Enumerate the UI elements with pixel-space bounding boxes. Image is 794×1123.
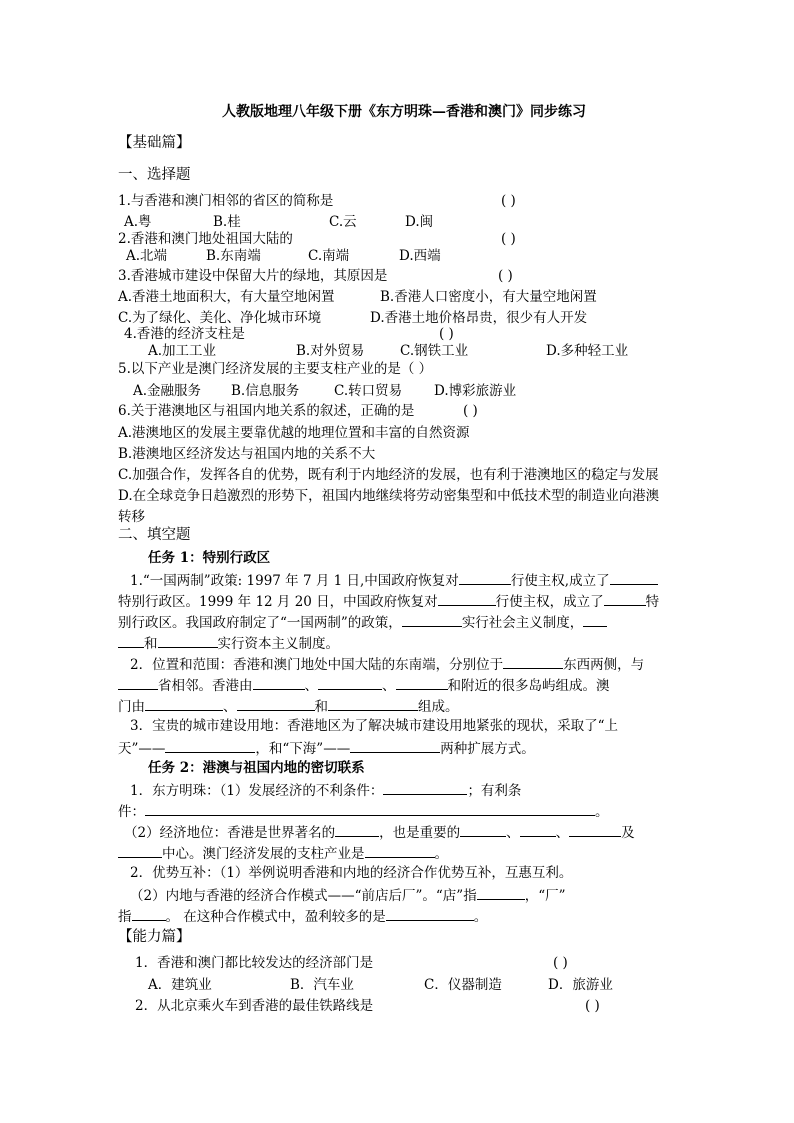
question-6-text: 6.关于港澳地区与祖国内地关系的叙述，正确的是 (118, 403, 415, 419)
blank (438, 591, 496, 606)
answer-paren: ( ) (585, 998, 600, 1014)
option-d: D．旅游业 (548, 977, 613, 993)
option-b: B.信息服务 (231, 383, 300, 399)
question-5-text: 5.以下产业是澳门经济发展的主要支柱产业的是（ ） (118, 361, 433, 377)
text: 行使主权，成立了 (495, 594, 604, 610)
answer-paren: ( ) (498, 268, 513, 284)
blank (165, 738, 255, 753)
text: 实行社会主义制度， (461, 615, 584, 631)
fill-1-line-1 (130, 570, 658, 590)
option-b: B.香港人口密度小，有大量空地闲置 (380, 289, 597, 305)
fill-3-line-1: 3．宝贵的城市建设用地：香港地区为了解决城市建设用地紧张的现状，采取了“上 (130, 718, 618, 734)
blank (583, 612, 607, 627)
blank (459, 570, 511, 585)
answer-paren: ( ) (553, 955, 568, 971)
text: 省相邻。香港由 (158, 678, 253, 694)
blank (383, 780, 467, 795)
fill-1-line-3 (118, 612, 607, 632)
blank (503, 654, 563, 669)
fill-4-line-4 (118, 843, 448, 863)
text: 两种扩展方式。 (440, 741, 535, 757)
task-1-heading: 任务 1：特别行政区 (148, 550, 271, 566)
option-b: B.对外贸易 (296, 343, 365, 359)
option-b: B.桂 (213, 214, 241, 230)
blank (386, 906, 474, 921)
option-c: C.转口贸易 (334, 383, 403, 399)
text: 天”—— (118, 741, 166, 757)
text: 、 (555, 825, 570, 841)
fill-5-line-3 (118, 906, 487, 926)
text: 和附近的很多岛屿组成。澳 (447, 678, 610, 694)
option-a: A.粤 (124, 214, 152, 230)
fill-4-line-1 (130, 780, 675, 800)
text: （2）内地与香港的经济合作模式——“前店后厂”。“店”指 (130, 888, 477, 904)
ability-question-1-text: 1．香港和澳门都比较发达的经济部门是 (135, 955, 374, 971)
ability-question-1 (135, 954, 655, 972)
text: 实行资本主义制度。 (217, 636, 339, 652)
text: 1.“一国两制”政策: 1997 年 7 月 1 日,中国政府恢复对 (130, 573, 459, 589)
text: ；有利条 (467, 783, 522, 799)
question-6 (118, 402, 678, 420)
text: 和 (144, 636, 158, 652)
text: 。 (434, 846, 448, 862)
option-a: A．建筑业 (148, 977, 212, 993)
text: 、 (382, 678, 396, 694)
question-4-text: 4.香港的经济支柱是 (124, 326, 245, 342)
question-2-text: 2.香港和澳门地处祖国大陆的 (118, 231, 293, 247)
fill-5-line-1: 2．优势互补：（1）举例说明香港和内地的经济合作优势互补，互惠互利。 (130, 865, 573, 881)
fill-2-line-2 (118, 675, 610, 695)
option-a: A.香港土地面积大，有大量空地闲置 (118, 289, 335, 305)
option-c: C.云 (329, 214, 357, 230)
text: 特别行政区。1999 年 12 月 20 日，中国政府恢复对 (118, 594, 438, 610)
option-c: C.为了绿化、美化、净化城市环境 (118, 310, 322, 326)
blank (118, 843, 162, 858)
text: 、 (223, 699, 237, 715)
ability-question-2-text: 2．从北京乘火车到香港的最佳铁路线是 (135, 998, 374, 1014)
blank (477, 885, 525, 900)
text: 。 在这种合作模式中，盈利较多的是 (165, 909, 386, 925)
blank (318, 675, 382, 690)
text: 和 (314, 699, 328, 715)
text: 。 (473, 909, 488, 925)
text: ，“厂” (524, 888, 566, 904)
blank (237, 696, 315, 711)
blank (569, 822, 621, 837)
text: 及 (621, 825, 635, 841)
text: 、 (304, 678, 318, 694)
blank (604, 591, 646, 606)
fill-2-line-1 (130, 654, 644, 674)
blank (132, 906, 166, 921)
ability-section-header: 【能力篇】 (118, 929, 191, 945)
option-c: C.钢铁工业 (400, 343, 469, 359)
fill-1-line-2 (118, 591, 659, 611)
blank (145, 696, 223, 711)
text: 指 (118, 909, 132, 925)
option-a: A.加工工业 (148, 343, 217, 359)
blank (610, 570, 658, 585)
option-d: D.香港土地价格昂贵，很少有人开发 (370, 310, 588, 326)
text: 件： (118, 804, 145, 820)
blank (520, 822, 556, 837)
fill-section-heading: 二、填空题 (118, 527, 191, 543)
fill-2-line-3 (118, 696, 459, 716)
option-b: B.东南端 (206, 248, 261, 264)
option-d: D.多种轻工业 (546, 343, 629, 359)
fill-3-line-2 (118, 738, 535, 758)
choice-section-heading: 一、选择题 (118, 167, 191, 183)
question-2 (118, 230, 678, 248)
option-a: A.金融服务 (133, 383, 202, 399)
blank (350, 738, 440, 753)
option-a: A.北端 (126, 248, 168, 264)
ability-question-2 (135, 997, 655, 1015)
fill-5-line-2 (130, 885, 675, 905)
text: 东西两侧，与 (563, 657, 645, 673)
option-d: D.西端 (399, 248, 441, 264)
text: 行使主权,成立了 (510, 573, 610, 589)
fill-1-line-4 (118, 633, 339, 653)
option-a: A.港澳地区的发展主要靠优越的地理位置和丰富的自然资源 (118, 425, 470, 441)
blank (402, 612, 462, 627)
text: 别行政区。我国政府制定了“一国两制”的政策， (118, 615, 402, 631)
basic-section-header: 【基础篇】 (118, 135, 191, 151)
fill-4-line-2 (118, 801, 609, 821)
option-c: C．仪器制造 (424, 977, 502, 993)
blank (365, 843, 435, 858)
blank (118, 675, 158, 690)
text: （2）经济地位：香港是世界著名的 (124, 825, 336, 841)
blank (118, 633, 144, 648)
question-3 (118, 267, 678, 285)
text: 门由 (118, 699, 145, 715)
task-2-heading: 任务 2：港澳与祖国内地的密切联系 (148, 760, 365, 776)
text: ，和“下海”—— (255, 741, 351, 757)
blank (253, 675, 305, 690)
answer-paren: ( ) (439, 326, 454, 342)
answer-paren: ( ) (501, 193, 516, 209)
blank (158, 633, 218, 648)
answer-paren: ( ) (501, 231, 516, 247)
question-3-text: 3.香港城市建设中保留大片的绿地，其原因是 (118, 268, 388, 284)
option-d: D.博彩旅游业 (434, 383, 517, 399)
blank (396, 675, 448, 690)
text: 2．位置和范围：香港和澳门地处中国大陆的东南端，分别位于 (130, 657, 504, 673)
blank (145, 801, 595, 816)
blank (460, 822, 506, 837)
text: 中心。澳门经济发展的支柱产业是 (162, 846, 365, 862)
option-b: B.港澳地区经济发达与祖国内地的关系不大 (118, 446, 376, 462)
answer-paren: ( ) (463, 403, 478, 419)
question-1 (118, 192, 678, 210)
text: 组成。 (418, 699, 459, 715)
option-d: D.闽 (405, 214, 434, 230)
page-title: 人教版地理八年级下册《东方明珠—香港和澳门》同步练习 (222, 104, 586, 120)
question-1-text: 1.与香港和澳门相邻的省区的简称是 (118, 193, 334, 209)
text: 、 (506, 825, 520, 841)
blank (335, 822, 379, 837)
text: 特 (645, 594, 660, 610)
option-c: C.加强合作，发挥各自的优势，既有利于内地经济的发展，也有利于港澳地区的稳定与发展 (118, 467, 659, 483)
text: 。 (595, 804, 609, 820)
fill-4-line-3 (124, 822, 635, 842)
option-b: B．汽车业 (290, 977, 354, 993)
text: ，也是重要的 (379, 825, 461, 841)
option-c: C.南端 (308, 248, 350, 264)
option-d-continued: 转移 (118, 509, 145, 525)
option-d: D.在全球竞争日趋激烈的形势下，祖国内地继续将劳动密集型和中低技术型的制造业向港澳 (118, 488, 660, 504)
question-4 (124, 325, 684, 343)
text: 1．东方明珠：（1）发展经济的不利条件： (130, 783, 384, 799)
blank (328, 696, 418, 711)
